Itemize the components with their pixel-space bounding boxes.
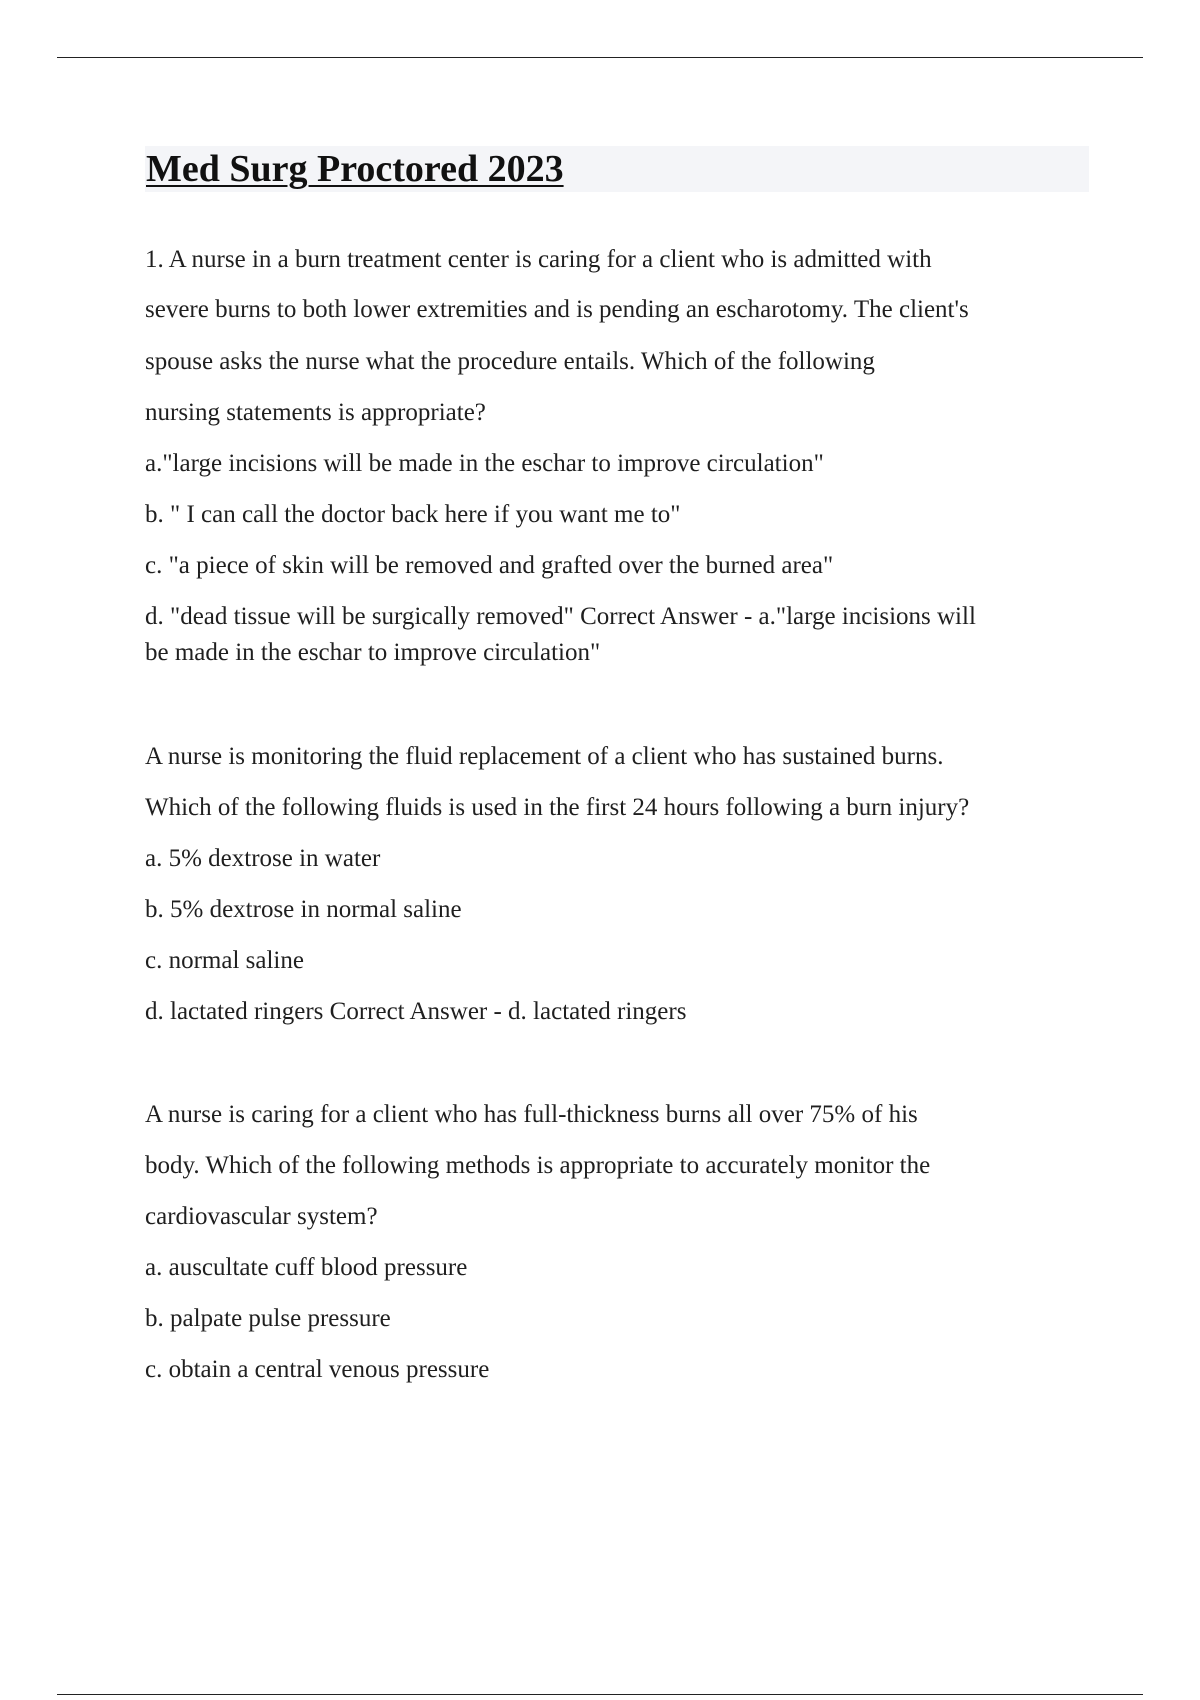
question-2-stem-line-1: A nurse is monitoring the fluid replacement of a client who has sustained burns. xyxy=(145,743,944,770)
question-3-stem-line-3: cardiovascular system? xyxy=(145,1203,378,1230)
question-3-option-a: a. auscultate cuff blood pressure xyxy=(145,1254,468,1281)
question-1-answer-continuation: be made in the eschar to improve circulation" xyxy=(145,639,601,666)
bottom-rule xyxy=(57,1694,1143,1695)
document-title: Med Surg Proctored 2023 xyxy=(146,148,564,190)
top-rule xyxy=(57,57,1143,58)
question-2-stem-line-2: Which of the following fluids is used in the first 24 hours following a burn injury? xyxy=(145,794,970,821)
question-2-option-a: a. 5% dextrose in water xyxy=(145,845,381,872)
question-2-option-d: d. lactated ringers Correct Answer - d. lactated ringers xyxy=(145,998,687,1025)
question-1-stem-line-4: nursing statements is appropriate? xyxy=(145,399,486,426)
question-1-stem-line-1: 1. A nurse in a burn treatment center is caring for a client who is admitted with xyxy=(145,246,932,273)
question-2-option-b: b. 5% dextrose in normal saline xyxy=(145,896,462,923)
question-3-option-c: c. obtain a central venous pressure xyxy=(145,1356,490,1383)
question-1-stem-line-3: spouse asks the nurse what the procedure entails. Which of the following xyxy=(145,348,875,375)
question-1-option-c: c. "a piece of skin will be removed and grafted over the burned area" xyxy=(145,552,834,579)
question-3-option-b: b. palpate pulse pressure xyxy=(145,1305,391,1332)
question-1-option-d: d. "dead tissue will be surgically removed" Correct Answer - a."large incisions will xyxy=(145,603,976,630)
question-1-option-a: a."large incisions will be made in the eschar to improve circulation" xyxy=(145,450,824,477)
question-1-stem-line-2: severe burns to both lower extremities and is pending an escharotomy. The client's xyxy=(145,296,969,323)
question-1-option-b: b. " I can call the doctor back here if you want me to" xyxy=(145,501,681,528)
question-2-option-c: c. normal saline xyxy=(145,947,304,974)
question-3-stem-line-1: A nurse is caring for a client who has full-thickness burns all over 75% of his xyxy=(145,1101,918,1128)
question-3-stem-line-2: body. Which of the following methods is appropriate to accurately monitor the xyxy=(145,1152,931,1179)
